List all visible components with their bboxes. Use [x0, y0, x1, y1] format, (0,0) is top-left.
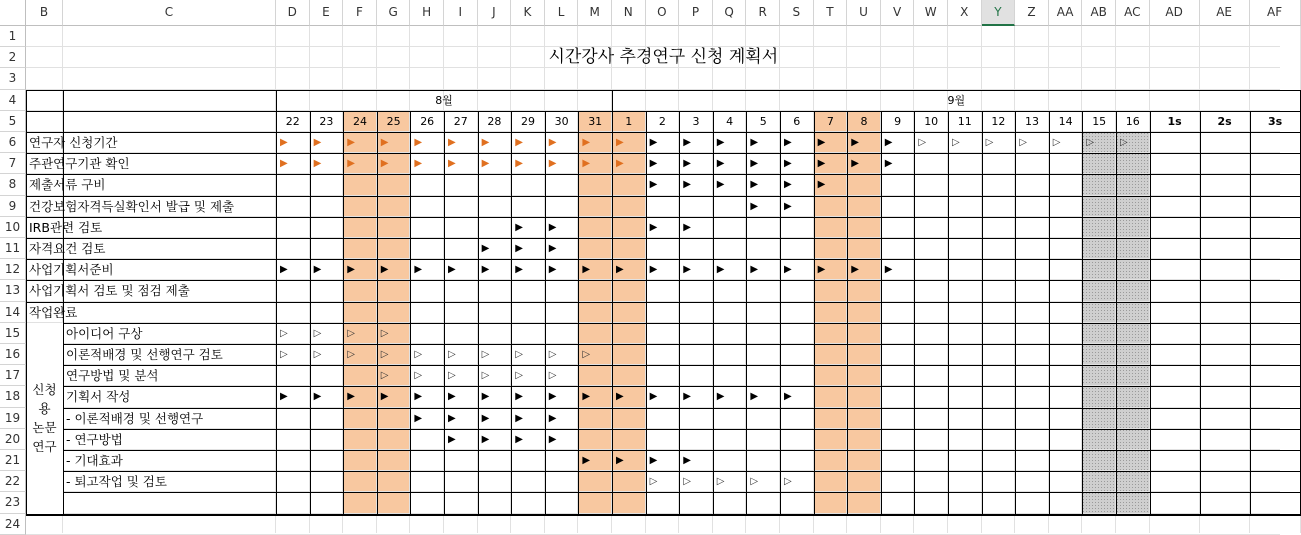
table-border	[1015, 111, 1016, 514]
progress-marker: ▷	[313, 327, 322, 339]
progress-marker: ▶	[851, 137, 859, 148]
row-header[interactable]: 5	[0, 111, 26, 132]
column-header[interactable]: F	[343, 0, 377, 26]
progress-marker: ▶	[716, 179, 725, 191]
progress-marker: ▶	[649, 137, 658, 148]
progress-marker: ▶	[716, 391, 725, 403]
progress-marker: ▶	[784, 137, 792, 148]
day-header: 14	[1058, 114, 1073, 128]
day-header: 23	[319, 114, 334, 128]
group-label: 신청 용 논문 연구	[26, 323, 63, 514]
progress-marker: ▶	[414, 158, 423, 170]
progress-marker: ▶	[616, 391, 624, 403]
progress-marker: ▷	[985, 137, 994, 148]
progress-marker: ▶	[347, 137, 355, 148]
day-header: 25	[386, 114, 401, 128]
table-border	[1082, 111, 1083, 514]
progress-marker: ▶	[515, 433, 523, 445]
group-border	[26, 323, 27, 514]
day-header: 2s	[1217, 114, 1232, 128]
progress-marker: ▶	[515, 137, 523, 148]
task-label: 연구방법 및 분석	[66, 368, 159, 384]
progress-marker: ▶	[280, 158, 288, 170]
progress-marker: ▶	[347, 158, 355, 170]
table-border	[26, 492, 1301, 493]
day-header: 10	[924, 114, 939, 128]
progress-marker: ▷	[918, 137, 927, 148]
progress-marker: ▶	[515, 391, 523, 403]
progress-marker: ▶	[280, 137, 288, 148]
progress-marker: ▶	[683, 264, 691, 276]
table-border	[1300, 90, 1301, 514]
column-header[interactable]: B	[26, 0, 63, 26]
progress-marker: ▷	[750, 476, 759, 488]
row-header[interactable]: 4	[0, 90, 26, 111]
progress-marker: ▶	[884, 137, 893, 148]
progress-marker: ▷	[515, 370, 523, 382]
progress-marker: ▶	[616, 137, 624, 148]
progress-marker: ▶	[683, 158, 691, 170]
progress-marker: ▷	[952, 137, 960, 148]
column-header[interactable]: C	[63, 0, 276, 26]
row-header[interactable]: 8	[0, 174, 26, 195]
row-header[interactable]: 10	[0, 217, 26, 238]
progress-marker: ▶	[784, 179, 792, 191]
row-header[interactable]: 2	[0, 47, 26, 68]
row-header[interactable]: 1	[0, 26, 26, 47]
progress-marker: ▶	[817, 179, 826, 191]
progress-marker: ▷	[716, 476, 725, 488]
column-header[interactable]: T	[814, 0, 848, 26]
page-title: 시간강사 추경연구 신청 계획서	[548, 47, 779, 68]
day-header: 29	[520, 114, 535, 128]
progress-marker: ▶	[784, 391, 792, 403]
progress-marker: ▶	[750, 137, 759, 148]
table-border	[1150, 111, 1151, 514]
progress-marker: ▷	[414, 370, 423, 382]
month-divider	[612, 90, 613, 111]
task-label: - 이론적배경 및 선행연구	[66, 410, 204, 426]
column-header[interactable]: O	[646, 0, 680, 26]
day-header: 3	[692, 114, 700, 128]
column-header[interactable]: J	[478, 0, 512, 26]
progress-marker: ▶	[817, 137, 826, 148]
progress-marker: ▶	[616, 158, 624, 170]
progress-marker: ▶	[683, 455, 691, 466]
column-header[interactable]: G	[377, 0, 411, 26]
task-label: 기획서 작성	[66, 389, 131, 405]
progress-marker: ▶	[313, 158, 322, 170]
progress-marker: ▶	[649, 264, 658, 276]
row-header[interactable]: 11	[0, 238, 26, 259]
column-header[interactable]: AE	[1200, 0, 1250, 26]
progress-marker: ▷	[414, 349, 423, 360]
progress-marker: ▶	[784, 264, 792, 276]
progress-marker: ▶	[380, 158, 389, 170]
progress-marker: ▶	[716, 158, 725, 170]
progress-marker: ▶	[884, 264, 893, 276]
progress-marker: ▶	[548, 412, 557, 424]
group-border	[63, 323, 64, 514]
day-header: 24	[352, 114, 367, 128]
column-header[interactable]: AA	[1049, 0, 1083, 26]
progress-marker: ▶	[380, 137, 389, 148]
progress-marker: ▷	[448, 349, 456, 360]
progress-marker: ▶	[817, 264, 826, 276]
progress-marker: ▶	[280, 264, 288, 276]
table-border	[1116, 111, 1117, 514]
table-border	[1200, 111, 1201, 514]
task-label: 작업완료	[29, 304, 78, 320]
day-header: 11	[957, 114, 972, 128]
progress-marker: ▶	[448, 264, 456, 276]
progress-marker: ▶	[414, 137, 423, 148]
day-header: 9	[894, 114, 902, 128]
progress-marker: ▷	[481, 370, 490, 382]
task-label: 사업기획서 검토 및 점검 제출	[29, 283, 190, 299]
row-header[interactable]: 15	[0, 323, 26, 344]
row-header[interactable]: 9	[0, 196, 26, 217]
task-label: 연구자 신청기간	[29, 135, 118, 150]
day-header: 1	[625, 114, 633, 128]
progress-marker: ▶	[481, 264, 490, 276]
progress-marker: ▷	[548, 349, 557, 360]
progress-marker: ▶	[649, 179, 658, 191]
column-header[interactable]: Q	[713, 0, 747, 26]
task-label: 주관연구기관 확인	[29, 156, 130, 172]
progress-marker: ▶	[851, 158, 859, 170]
task-label: - 연구방법	[66, 431, 123, 447]
progress-marker: ▷	[448, 370, 456, 382]
progress-marker: ▶	[582, 391, 591, 403]
progress-marker: ▷	[347, 349, 355, 360]
column-header[interactable]: N	[612, 0, 646, 26]
progress-marker: ▶	[481, 137, 490, 148]
day-header: 22	[285, 114, 300, 128]
column-header[interactable]: Y	[982, 0, 1016, 26]
task-label: 자격요건 검토	[29, 241, 106, 256]
progress-marker: ▶	[380, 264, 389, 276]
progress-marker: ▶	[448, 412, 456, 424]
progress-marker: ▶	[750, 391, 759, 403]
day-header: 2	[658, 114, 666, 128]
row-header[interactable]: 24	[0, 514, 26, 535]
task-label: - 기대효과	[66, 453, 123, 468]
progress-marker: ▶	[582, 455, 591, 466]
row-header[interactable]: 18	[0, 386, 26, 407]
day-header: 26	[420, 114, 435, 128]
progress-marker: ▶	[414, 264, 423, 276]
task-label: 이론적배경 및 선행연구 검토	[66, 347, 223, 362]
progress-marker: ▶	[716, 264, 725, 276]
progress-marker: ▶	[548, 243, 557, 254]
progress-marker: ▷	[548, 370, 557, 382]
progress-marker: ▶	[448, 391, 456, 403]
row-header[interactable]: 22	[0, 471, 26, 492]
progress-marker: ▶	[548, 221, 557, 233]
progress-marker: ▶	[448, 433, 456, 445]
progress-marker: ▶	[313, 391, 322, 403]
row-header[interactable]: 20	[0, 429, 26, 450]
column-header[interactable]: M	[578, 0, 612, 26]
row-header[interactable]: 23	[0, 492, 26, 513]
progress-marker: ▶	[280, 391, 288, 403]
progress-marker: ▶	[817, 158, 826, 170]
progress-marker: ▶	[649, 391, 658, 403]
column-header[interactable]: U	[847, 0, 881, 26]
row-header[interactable]: 17	[0, 365, 26, 386]
progress-marker: ▶	[481, 412, 490, 424]
progress-marker: ▶	[683, 137, 691, 148]
day-header: 6	[793, 114, 801, 128]
table-border	[982, 111, 983, 514]
column-header[interactable]: D	[276, 0, 310, 26]
task-label: - 퇴고작업 및 검토	[66, 474, 167, 490]
progress-marker: ▶	[649, 221, 658, 233]
row-header[interactable]: 13	[0, 280, 26, 301]
progress-marker: ▶	[481, 243, 490, 254]
row-header[interactable]: 6	[0, 132, 26, 153]
progress-marker: ▶	[481, 433, 490, 445]
progress-marker: ▶	[313, 264, 322, 276]
row-header[interactable]: 3	[0, 68, 26, 89]
day-header: 28	[487, 114, 502, 128]
progress-marker: ▶	[750, 264, 759, 276]
progress-marker: ▷	[683, 476, 691, 488]
row-header[interactable]: 7	[0, 153, 26, 174]
day-header: 4	[726, 114, 734, 128]
progress-marker: ▷	[582, 349, 591, 360]
day-header: 7	[826, 114, 834, 128]
progress-marker: ▶	[750, 200, 759, 212]
progress-marker: ▷	[515, 349, 523, 360]
progress-marker: ▶	[414, 412, 423, 424]
progress-marker: ▶	[582, 264, 591, 276]
column-header[interactable]: W	[914, 0, 948, 26]
task-label: 아이디어 구상	[66, 325, 143, 341]
task-label: 제출서류 구비	[29, 177, 106, 193]
column-header[interactable]: V	[881, 0, 915, 26]
day-header: 31	[588, 114, 603, 128]
progress-marker: ▶	[548, 158, 557, 170]
progress-marker: ▶	[515, 412, 523, 424]
column-header[interactable]: L	[545, 0, 579, 26]
progress-marker: ▶	[481, 391, 490, 403]
progress-marker: ▶	[347, 391, 355, 403]
progress-marker: ▶	[548, 264, 557, 276]
row-header[interactable]: 21	[0, 450, 26, 471]
progress-marker: ▷	[784, 476, 792, 488]
progress-marker: ▶	[448, 137, 456, 148]
month-header: 8월	[435, 93, 453, 107]
progress-marker: ▶	[784, 158, 792, 170]
progress-marker: ▶	[548, 391, 557, 403]
day-header: 5	[759, 114, 767, 128]
day-header: 30	[554, 114, 569, 128]
day-header: 27	[453, 114, 468, 128]
progress-marker: ▷	[280, 349, 288, 360]
progress-marker: ▶	[548, 137, 557, 148]
select-all-corner[interactable]	[0, 0, 26, 26]
column-header[interactable]: AB	[1082, 0, 1116, 26]
progress-marker: ▷	[1086, 137, 1095, 148]
progress-marker: ▶	[616, 264, 624, 276]
day-header: 15	[1092, 114, 1107, 128]
progress-marker: ▷	[280, 327, 288, 339]
progress-marker: ▶	[649, 158, 658, 170]
day-header: 8	[860, 114, 868, 128]
progress-marker: ▶	[515, 243, 523, 254]
day-header: 16	[1125, 114, 1140, 128]
progress-marker: ▶	[750, 179, 759, 191]
progress-marker: ▶	[851, 264, 859, 276]
row-header[interactable]: 16	[0, 344, 26, 365]
progress-marker: ▷	[380, 349, 389, 360]
column-header[interactable]: X	[948, 0, 982, 26]
progress-marker: ▶	[582, 137, 591, 148]
progress-marker: ▶	[683, 221, 691, 233]
progress-marker: ▶	[616, 455, 624, 466]
column-header[interactable]: K	[511, 0, 545, 26]
day-header: 1s	[1167, 114, 1182, 128]
progress-marker: ▶	[448, 158, 456, 170]
column-header[interactable]: S	[780, 0, 814, 26]
progress-marker: ▶	[784, 200, 792, 212]
column-header[interactable]: E	[310, 0, 344, 26]
progress-marker: ▶	[716, 137, 725, 148]
day-header: 3s	[1267, 114, 1283, 128]
progress-marker: ▶	[750, 158, 759, 170]
progress-marker: ▷	[347, 327, 355, 339]
task-label: 사업기획서준비	[29, 262, 114, 278]
progress-marker: ▶	[414, 391, 423, 403]
month-header: 9월	[947, 93, 966, 107]
progress-marker: ▶	[515, 221, 523, 233]
progress-marker: ▶	[347, 264, 355, 276]
day-header: 12	[991, 114, 1006, 128]
column-header[interactable]: P	[679, 0, 713, 26]
column-header[interactable]: AF	[1250, 0, 1301, 26]
progress-marker: ▶	[884, 158, 893, 170]
table-border	[948, 111, 949, 514]
progress-marker: ▶	[683, 391, 691, 403]
progress-marker: ▶	[380, 391, 389, 403]
task-label: 건강보험자격득실확인서 발급 및 제출	[29, 198, 235, 214]
progress-marker: ▷	[1052, 137, 1061, 148]
column-header[interactable]: H	[410, 0, 444, 26]
progress-marker: ▶	[582, 158, 591, 170]
progress-marker: ▶	[548, 433, 557, 445]
progress-marker: ▶	[515, 264, 523, 276]
row-header[interactable]: 14	[0, 302, 26, 323]
column-header[interactable]: AD	[1150, 0, 1200, 26]
progress-marker: ▶	[481, 158, 490, 170]
progress-marker: ▶	[683, 179, 691, 191]
table-border	[26, 514, 1301, 516]
progress-marker: ▷	[1120, 137, 1128, 148]
progress-marker: ▷	[649, 476, 658, 488]
column-header[interactable]: Z	[1015, 0, 1049, 26]
task-label: IRB관련 검토	[29, 219, 103, 235]
progress-marker: ▶	[313, 137, 322, 148]
progress-marker: ▶	[515, 158, 523, 170]
progress-marker: ▷	[481, 349, 490, 360]
progress-marker: ▷	[380, 327, 389, 339]
column-header[interactable]: I	[444, 0, 478, 26]
progress-marker: ▶	[649, 455, 658, 466]
table-border	[914, 111, 915, 514]
column-header[interactable]: R	[746, 0, 780, 26]
day-header: 13	[1024, 114, 1039, 128]
table-border	[1049, 111, 1050, 514]
row-header[interactable]: 12	[0, 259, 26, 280]
progress-marker: ▷	[1019, 137, 1027, 148]
progress-marker: ▷	[380, 370, 389, 382]
table-border	[1250, 111, 1251, 514]
row-header[interactable]: 19	[0, 408, 26, 429]
progress-marker: ▷	[313, 349, 322, 360]
column-header[interactable]: AC	[1116, 0, 1150, 26]
